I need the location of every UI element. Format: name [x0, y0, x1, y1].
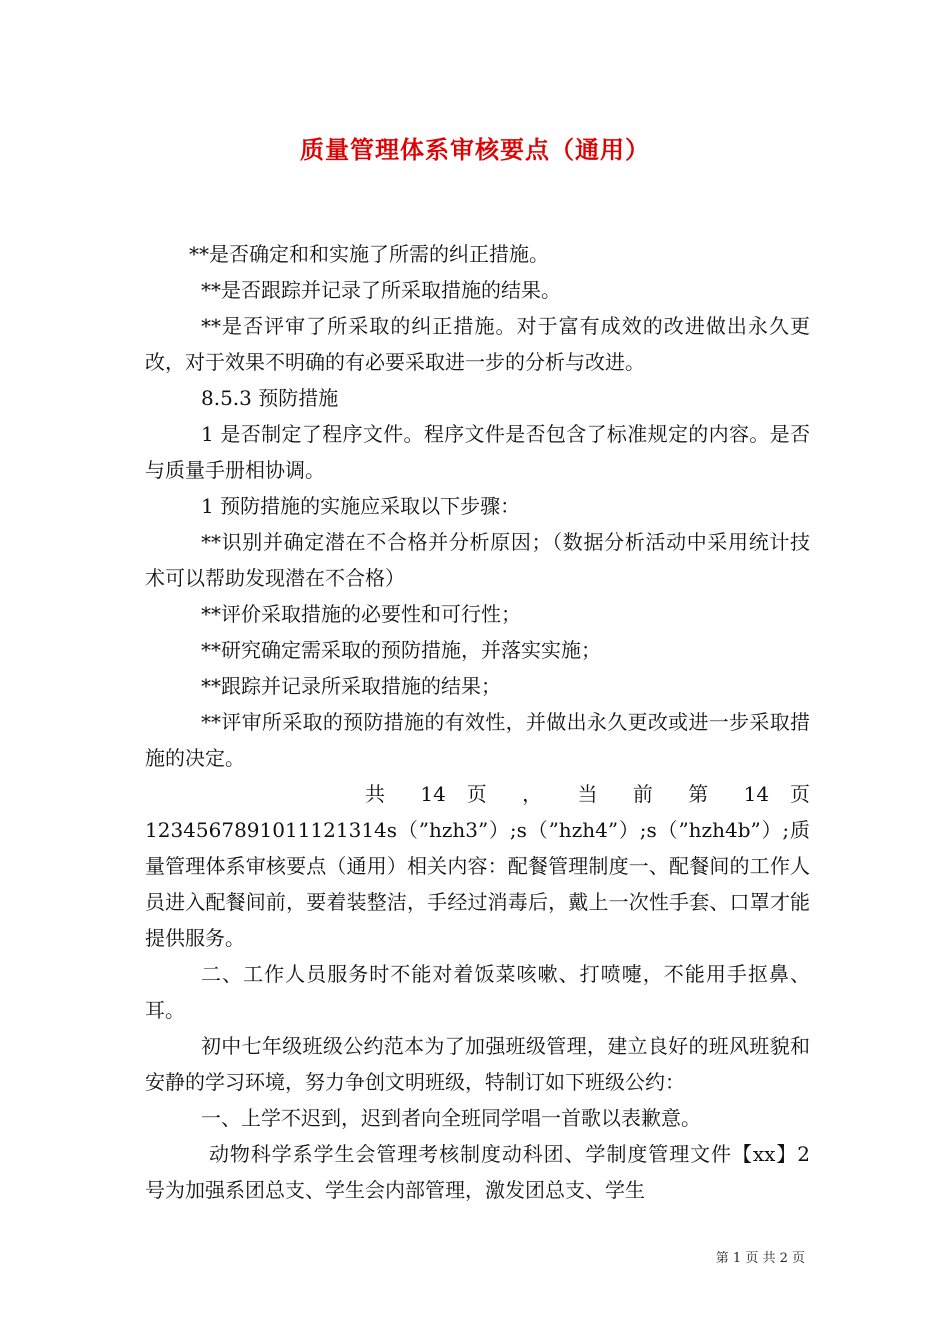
- paragraph: 一、上学不迟到，迟到者向全班同学唱一首歌以表歉意。: [201, 1106, 701, 1130]
- paragraph: 1234567891011121314s（”hzh3”）;s（”hzh4”）;s（”hzh4b”）;质量管理体系审核要点（通用）相关内容：配餐管理制度一、配餐间的工作人员进入配餐间前，要着装整洁，手经过消毒后，戴上一次性手套、口罩才能提供服务。: [145, 818, 810, 950]
- page-footer: 第 1 页 共 2 页: [715, 1251, 805, 1266]
- paragraph: 1 预防措施的实施应采取以下步骤：: [201, 494, 521, 518]
- paragraph: 初中七年级班级公约范本为了加强班级管理，建立良好的班风班貌和安静的学习环境，努力争创文明班级，特制订如下班级公约：: [145, 1034, 810, 1094]
- paragraph: **是否评审了所采取的纠正措施。对于富有成效的改进做出永久更改，对于效果不明确的有必要采取进一步的分析与改进。: [145, 314, 810, 374]
- document-title: 质量管理体系审核要点（通用）: [300, 135, 650, 164]
- paragraph: 1 是否制定了程序文件。程序文件是否包含了标准规定的内容。是否与质量手册相协调。: [145, 422, 810, 482]
- section-heading: 8.5.3 预防措施: [201, 386, 339, 410]
- paragraph: **识别并确定潜在不合格并分析原因；（数据分析活动中采用统计技术可以帮助发现潜在不合格）: [145, 530, 810, 590]
- paragraph: 二、工作人员服务时不能对着饭菜咳嗽、打喷嚏，不能用手抠鼻、耳。: [145, 962, 810, 1022]
- page-count-line: 共 14 页 ， 当 前 第 14 页: [365, 782, 810, 806]
- paragraph: **跟踪并记录所采取措施的结果；: [201, 674, 501, 698]
- document-body: [145, 236, 810, 1208]
- paragraph: **评审所采取的预防措施的有效性，并做出永久更改或进一步采取措施的决定。: [145, 710, 810, 770]
- paragraph: 动物科学系学生会管理考核制度动科团、学制度管理文件【xx】2 号为加强系团总支、学生会内部管理，激发团总支、学生: [145, 1142, 810, 1202]
- paragraph: **是否确定和和实施了所需的纠正措施。: [189, 242, 549, 266]
- paragraph: **是否跟踪并记录了所采取措施的结果。: [201, 278, 561, 302]
- paragraph: **研究确定需采取的预防措施，并落实实施；: [201, 638, 601, 662]
- paragraph: **评价采取措施的必要性和可行性；: [201, 602, 521, 626]
